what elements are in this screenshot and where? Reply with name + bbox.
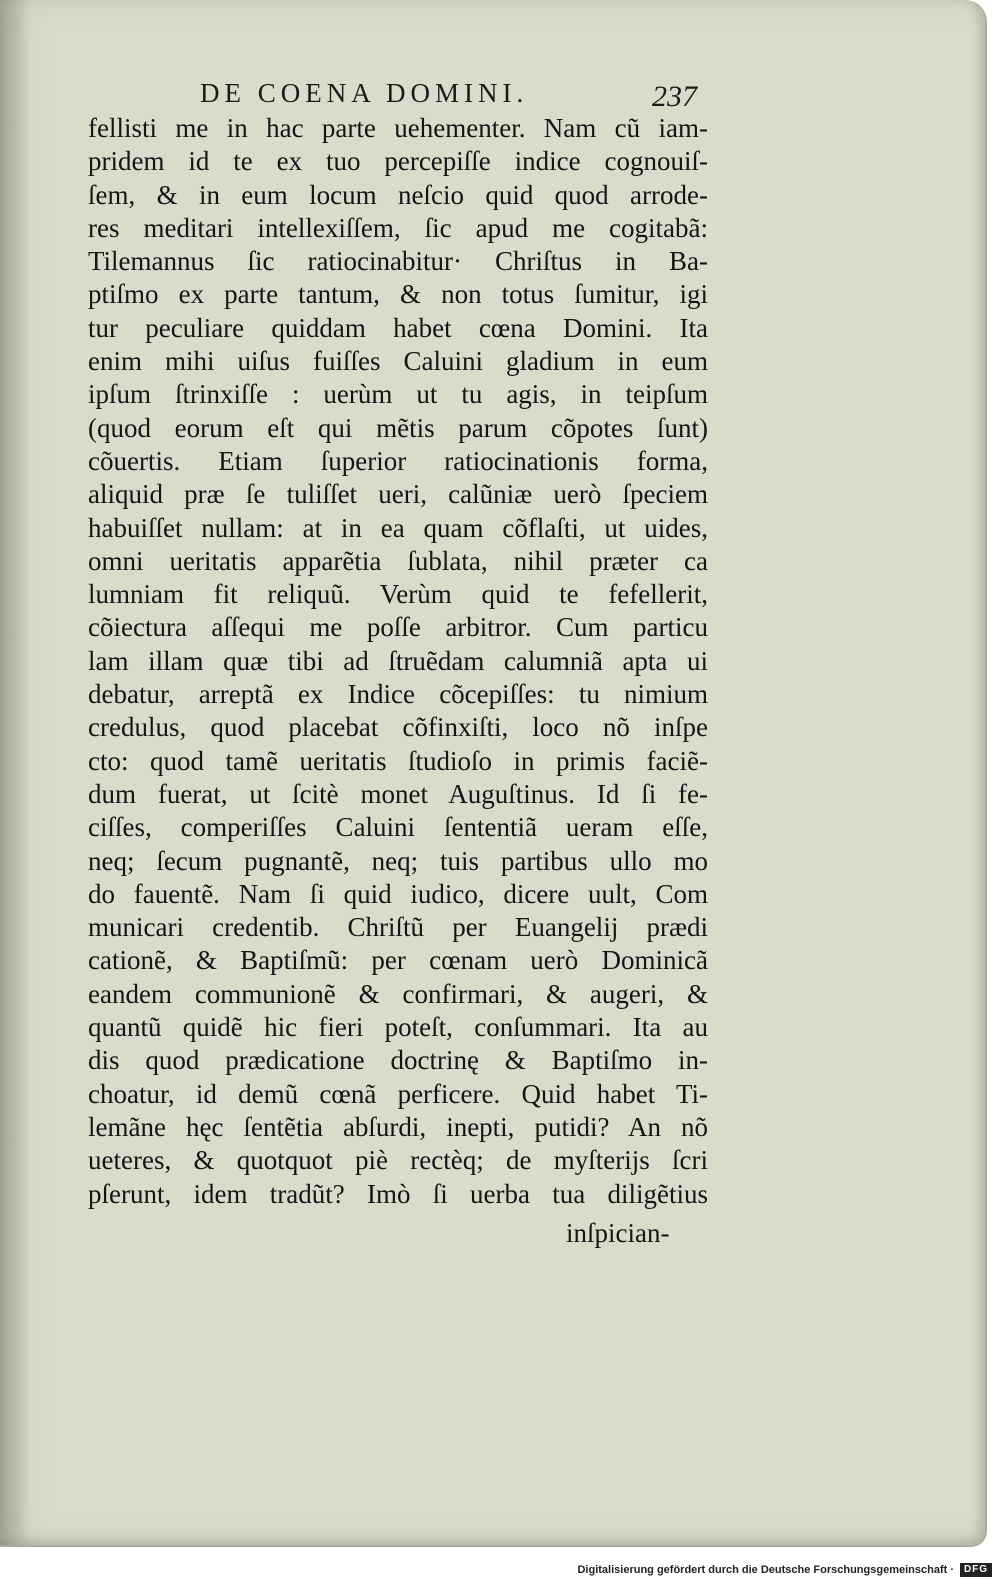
text-line: tur peculiare quiddam habet cœna Domini. Ita xyxy=(88,312,708,343)
catchword: inſpician- xyxy=(566,1218,670,1248)
text-line: cõiectura aſſequi me poſſe arbitror. Cum particu xyxy=(88,612,708,643)
text-line: ipſum ſtrinxiſſe : uerùm ut tu agis, in teipſum xyxy=(88,379,708,410)
text-line: pridem id te ex tuo percepiſſe indice cognouiſ- xyxy=(88,146,708,177)
text-line: cationẽ, & Baptiſmũ: per cœnam uerò Dominicã xyxy=(88,945,708,976)
text-line: quantũ quidẽ hic fieri poteſt, conſummari. Ita au xyxy=(88,1012,708,1043)
text-line: choatur, id demũ cœnã perficere. Quid habet Ti- xyxy=(88,1078,708,1109)
text-line: lam illam quæ tibi ad ſtruẽdam calumniã apta ui xyxy=(88,645,708,676)
text-line: fellisti me in hac parte uehementer. Nam cũ iam- xyxy=(88,113,708,143)
text-line: ciſſes, comperiſſes Caluini ſententiã ueram eſſe, xyxy=(88,812,708,843)
text-line: aliquid præ ſe tuliſſet ueri, calũniæ uerò ſpeciem xyxy=(88,479,708,510)
text-line: dum fuerat, ut ſcitè monet Auguſtinus. Id ſi fe- xyxy=(88,778,708,809)
digitization-credit: Digitalisierung gefördert durch die Deutsche Forschungsgemeinschaft · xyxy=(577,1564,954,1576)
text-line: Tilemannus ſic ratiocinabitur· Chriſtus in Ba- xyxy=(88,246,708,277)
text-line: habuiſſet nullam: at in ea quam cõflaſti, ut uides, xyxy=(88,512,708,543)
running-head: DE COENA DOMINI. xyxy=(200,78,529,108)
text-line: pſerunt, idem tradũt? Imò ſi uerba tua diligẽtius xyxy=(88,1178,708,1209)
text-line: lumniam fit reliquũ. Verùm quid te fefellerit, xyxy=(88,579,708,610)
page-number: 237 xyxy=(652,80,697,113)
text-line: ptiſmo ex parte tantum, & non totus ſumitur, igi xyxy=(88,279,708,310)
text-line: eandem communionẽ & confirmari, & augeri, & xyxy=(88,978,708,1009)
text-line: debatur, arreptã ex Indice cõcepiſſes: tu nimium xyxy=(88,679,708,710)
text-line: do fauentẽ. Nam ſi quid iudico, dicere uult, Com xyxy=(88,878,708,909)
text-line: neq; ſecum pugnantẽ, neq; tuis partibus ullo mo xyxy=(88,845,708,876)
text-line: omni ueritatis apparẽtia ſublata, nihil præter ca xyxy=(88,545,708,576)
text-line: (quod eorum eſt qui mẽtis parum cõpotes ſunt) xyxy=(88,412,708,443)
text-line: enim mihi uiſus fuiſſes Caluini gladium in eum xyxy=(88,346,708,377)
text-line: dis quod prædicatione doctrinę & Baptiſmo in- xyxy=(88,1045,708,1076)
text-line: lemãne hęc ſentẽtia abſurdi, inepti, putidi? An nõ xyxy=(88,1111,708,1142)
text-line: ſem, & in eum locum neſcio quid quod arrode- xyxy=(88,179,708,210)
text-line: ueteres, & quotquot piè rectèq; de myſterijs ſcri xyxy=(88,1145,708,1176)
spine-shadow xyxy=(0,0,30,1545)
text-line: municari credentib. Chriſtũ per Euangelij prædi xyxy=(88,912,708,943)
text-line: credulus, quod placebat cõfinxiſti, loco nõ inſpe xyxy=(88,712,708,743)
text-line: cõuertis. Etiam ſuperior ratiocinationis forma, xyxy=(88,445,708,476)
text-line: cto: quod tamẽ ueritatis ſtudioſo in primis faciẽ- xyxy=(88,745,708,776)
body-text xyxy=(88,112,708,1211)
text-line: res meditari intellexiſſem, ſic apud me cogitabã: xyxy=(88,212,708,243)
dfg-logo: DFG xyxy=(960,1563,992,1577)
